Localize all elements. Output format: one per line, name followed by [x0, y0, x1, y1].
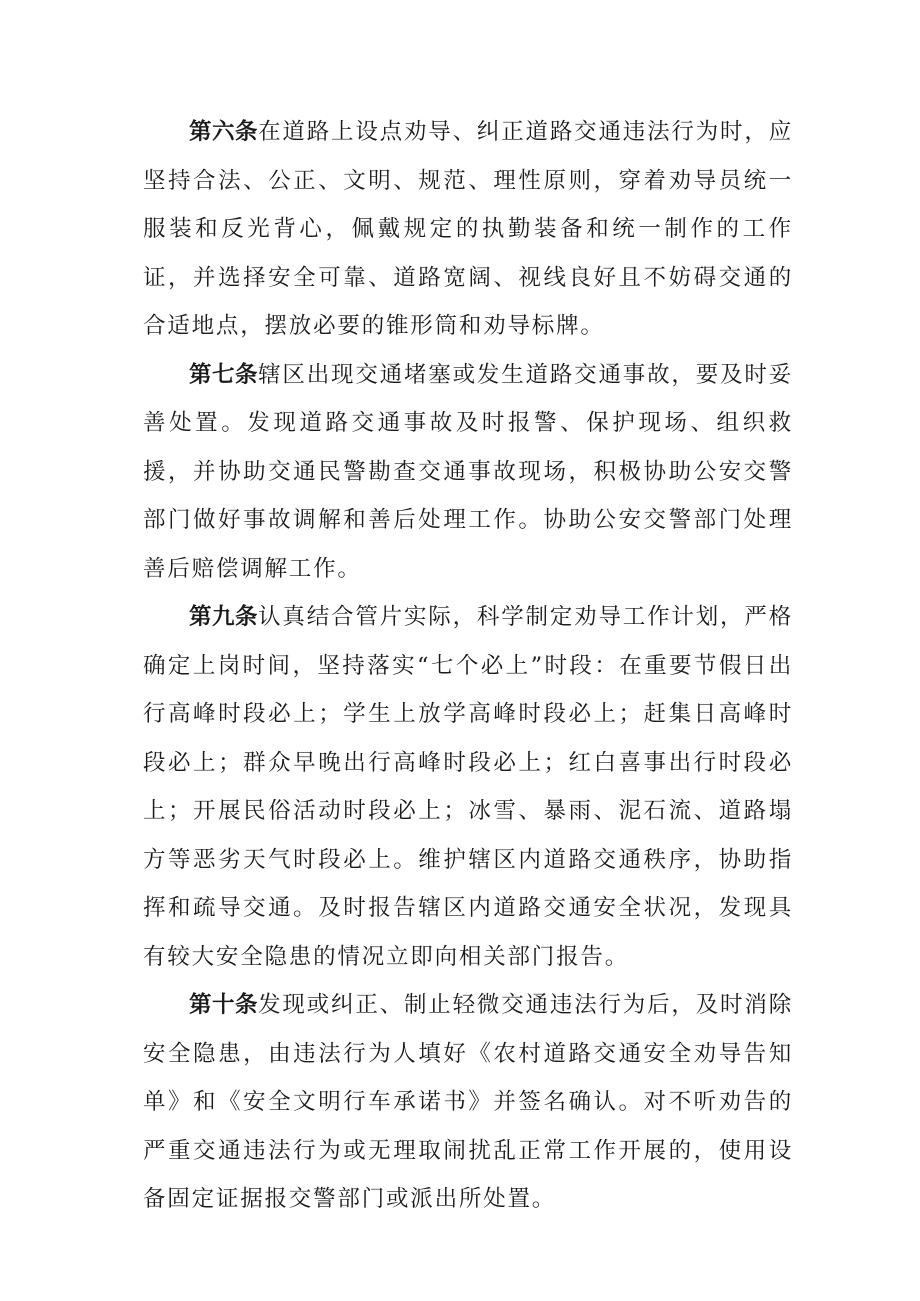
document-body — [143, 108, 793, 1224]
article-number: 第七条 — [189, 361, 259, 388]
article-6 — [143, 108, 793, 351]
article-number: 第十条 — [189, 992, 259, 1018]
article-7 — [143, 351, 793, 594]
article-number: 第六条 — [189, 119, 259, 145]
article-10 — [143, 981, 793, 1224]
article-text: 认真结合管片实际，科学制定劝导工作计划，严格确定上岗时间，坚持落实“七个必上”时段：在重要节假日出行高峰时段必上；学生上放学高峰时段必上；赶集日高峰时段必上；群众早晚出行高峰时段必上；红白喜事出行时段必上；开展民俗活动时段必上；冰雪、暴雨、泥石流、道路塌方等恶劣天气时段必上。维护辖区内道路交通秩序，协助指挥和疏导交通。及时报告辖区内道路交通安全状况，发现具有较大安全隐患的情况立即向相关部门报告。 — [143, 604, 793, 970]
article-text: 在道路上设点劝导、纠正道路交通违法行为时，应坚持合法、公正、文明、规范、理性原则，穿着劝导员统一服装和反光背心，佩戴规定的执勤装备和统一制作的工作证，并选择安全可靠、道路宽阔、视线良好且不妨碍交通的合适地点，摆放必要的锥形筒和劝导标牌。 — [143, 119, 793, 339]
article-text: 发现或纠正、制止轻微交通违法行为后，及时消除安全隐患，由违法行为人填好《农村道路交通安全劝导告知单》和《安全文明行车承诺书》并签名确认。对不听劝告的严重交通违法行为或无理取闹扰乱正常工作开展的，使用设备固定证据报交警部门或派出所处置。 — [143, 992, 793, 1212]
article-number: 第九条 — [189, 604, 259, 630]
article-text: 辖区出现交通堵塞或发生道路交通事故，要及时妥善处置。发现道路交通事故及时报警、保护现场、组织救援，并协助交通民警勘查交通事故现场，积极协助公安交警部门做好事故调解和善后处理工作。协助公安交警部门处理善后赔偿调解工作。 — [143, 361, 793, 582]
article-9 — [143, 593, 793, 981]
